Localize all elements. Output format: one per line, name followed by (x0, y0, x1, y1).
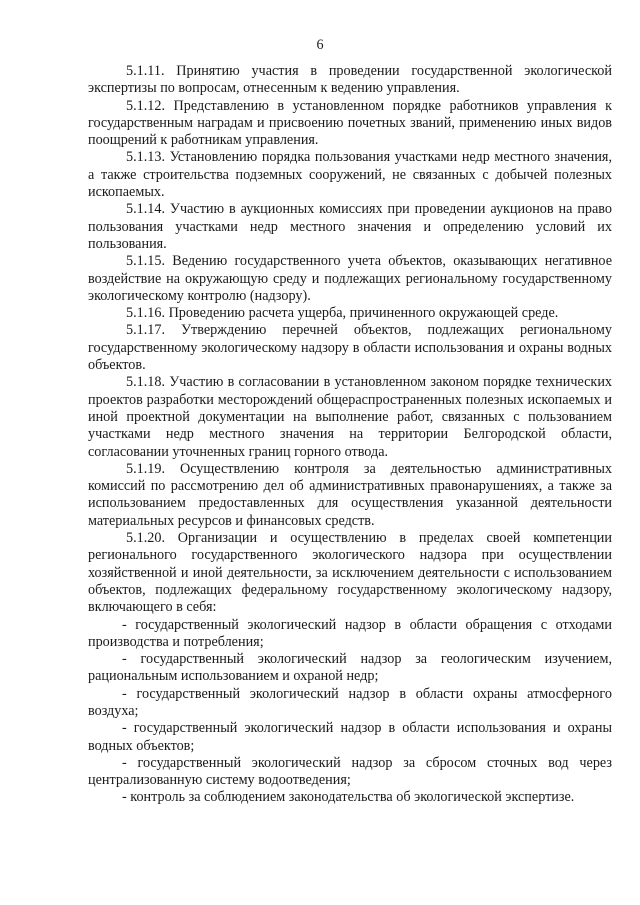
bullet-water-supervision: - государственный экологический надзор в области использования и охраны водных объектов; (88, 720, 612, 754)
document-body (88, 63, 612, 807)
bullet-waste-supervision: - государственный экологический надзор в области обращения с отходами производства и потребления; (88, 616, 612, 650)
paragraph-5-1-19: 5.1.19. Осуществлению контроля за деятельностью административных комиссий по рассмотрению дел об административных правонарушениях, а также за использованием предоставленных для осуществления указанной деятельности материальных ресурсов и финансовых средств. (88, 460, 612, 529)
paragraph-5-1-18: 5.1.18. Участию в согласовании в установленном законом порядке технических проектов разработки месторождений общераспространенных полезных ископаемых и иной проектной документации на выполнение работ, связанных с пользованием участками недр местного значения на территории Белгородской области, согласовании уточненных границ горного отвода. (88, 374, 612, 460)
page-number: 6 (316, 37, 324, 53)
bullet-wastewater-supervision: - государственный экологический надзор за сбросом сточных вод через централизованную систему водоотведения; (88, 754, 612, 789)
bullet-expertise-control: - контроль за соблюдением законодательства об экологической экспертизе. (122, 789, 575, 806)
paragraph-5-1-14: 5.1.14. Участию в аукционных комиссиях при проведении аукционов на право пользования участками недр местного значения и определению условий их пользования. (88, 201, 612, 252)
paragraph-5-1-13: 5.1.13. Установлению порядка пользования участками недр местного значения, а также строительства подземных сооружений, не связанных с добычей полезных ископаемых. (88, 149, 612, 201)
paragraph-5-1-11: 5.1.11. Принятию участия в проведении государственной экологической экспертизы по вопросам, отнесенным к ведению управления. (88, 63, 612, 97)
paragraph-5-1-17: 5.1.17. Утверждению перечней объектов, подлежащих региональному государственному экологическому надзору в области использования и охраны водных объектов. (88, 322, 612, 374)
paragraph-5-1-12: 5.1.12. Представлению в установленном порядке работников управления к государственным наградам и присвоению почетных званий, применению иных видов поощрений к работникам управления. (88, 97, 612, 149)
paragraph-5-1-16: 5.1.16. Проведению расчета ущерба, причиненного окружающей среде. (126, 305, 559, 322)
bullet-air-supervision: - государственный экологический надзор в области охраны атмосферного воздуха; (88, 685, 612, 719)
bullet-subsoil-supervision: - государственный экологический надзор за геологическим изучением, рациональным использованием и охраной недр; (88, 651, 612, 685)
paragraph-5-1-20: 5.1.20. Организации и осуществлению в пределах своей компетенции регионального государственного экологического надзора при осуществлении хозяйственной и иной деятельности, за исключением деятельности с использованием объектов, подлежащих федеральному государственному экологическому надзору, включающего в себя: (88, 530, 612, 616)
paragraph-5-1-15: 5.1.15. Ведению государственного учета объектов, оказывающих негативное воздействие на окружающую среду и подлежащих региональному государственному экологическому контролю (надзору). (88, 253, 612, 304)
